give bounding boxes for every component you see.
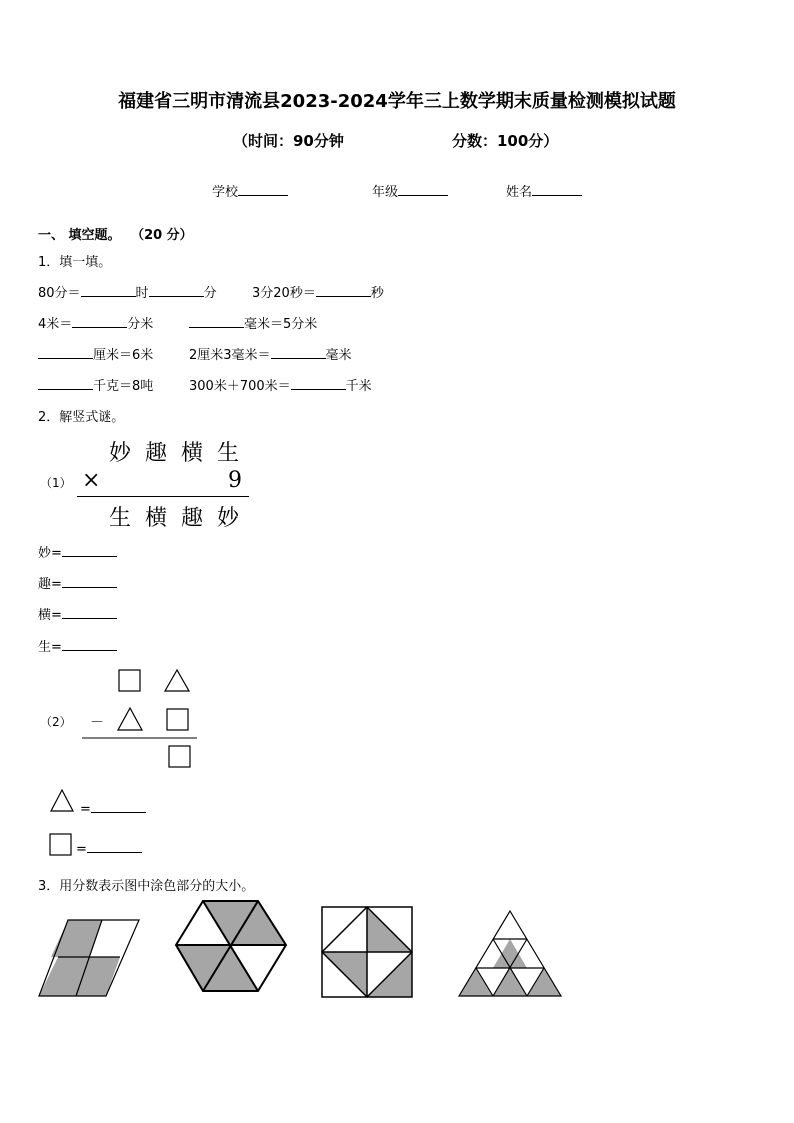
answer-blank[interactable] [62,575,117,588]
answer-qu-label: 趣= [38,577,62,592]
q1-line1-b1: 3分20秒＝ [252,286,316,301]
part2-tag: （2） [40,715,72,729]
answer-blank[interactable] [271,346,326,359]
shape-subtraction [0,660,260,790]
puzzle-bottom-1: 生 [109,506,132,531]
section-label: 一、 填空题。 [38,228,121,243]
exam-time: （时间：90分钟 [233,132,344,150]
square-answer [76,840,142,857]
triangle-figure [450,900,580,1010]
triangle-icon [165,670,189,691]
q1-line3-b2: 毫米 [325,348,352,363]
page-title: 福建省三明市清流县2023-2024学年三上数学期末质量检测模拟试题 [118,91,676,112]
triangle-answer [80,800,146,817]
q1-line3-a [38,344,153,363]
part1-tag: （1） [40,476,72,490]
grade-blank[interactable] [398,183,448,196]
answer-blank[interactable] [62,638,117,651]
q1-line3-b1: 2厘米3毫米＝ [189,348,271,363]
q1-line1-a1: 80分＝ [38,286,81,301]
q1-line4-a2: 千克＝8吨 [93,379,154,394]
q1-line2-a2: 分米 [127,317,154,332]
section-heading [38,224,193,243]
shaded-region [527,968,561,996]
q1-line1-b2: 秒 [370,286,384,301]
q1-line2-a1: 4米＝ [38,317,73,332]
puzzle-bottom-3: 趣 [181,506,204,531]
puzzle-top-1: 妙 [109,441,132,466]
grade-label: 年级 [372,185,399,200]
answer-blank[interactable] [189,315,244,328]
triangle-icon [51,790,73,811]
answer-blank[interactable] [81,284,136,297]
puzzle-top-3: 横 [181,441,204,466]
section-points: （20 分） [131,228,193,243]
shaded-region [493,968,527,996]
school-field[interactable] [212,181,288,200]
answer-heng [38,604,117,623]
q1-line4-b1: 300米＋700米＝ [189,379,291,394]
answer-blank[interactable] [91,800,146,813]
q1-line1-a [38,282,217,301]
name-blank[interactable] [532,183,582,196]
puzzle-bottom-4: 妙 [217,506,240,531]
square-icon [167,709,188,730]
q1-line3-b [189,344,352,363]
answer-blank[interactable] [62,606,117,619]
q1-line4-b [189,375,372,394]
answer-sheng [38,636,117,655]
multiply-sign: × [82,468,101,493]
q1-line2-b2: 毫米＝5分米 [244,317,318,332]
square-answer-label: = [76,842,87,857]
puzzle-top-2: 趣 [145,441,168,466]
q1-line4-b2: 千米 [345,379,372,394]
school-label: 学校 [212,185,239,200]
answer-qu [38,573,117,592]
q1-line2-a [38,313,153,332]
minus-sign: － [90,715,104,731]
q1-line1-a2: 时 [135,286,149,301]
answer-blank[interactable] [149,284,204,297]
q2-title: 2．解竖式谜。 [38,410,125,425]
answer-blank[interactable] [62,544,117,557]
answer-blank[interactable] [291,377,346,390]
square-icon [119,670,140,691]
answer-heng-label: 横= [38,608,62,623]
grade-field[interactable] [372,181,448,200]
q1-title: 1．填一填。 [38,255,112,270]
q1-line2-b [189,313,317,332]
answer-blank[interactable] [316,284,371,297]
puzzle-top-4: 生 [217,441,240,466]
hexagon-figure [160,895,300,1005]
name-field[interactable] [506,181,582,200]
parallelogram-figure [0,900,150,1010]
answer-blank[interactable] [38,377,93,390]
puzzle-rule [77,496,249,497]
puzzle-bottom-2: 横 [145,506,168,531]
name-label: 姓名 [506,185,533,200]
shaded-region [459,968,493,996]
answer-miao [38,542,117,561]
triangle-answer-label: = [80,802,91,817]
triangle-icon [118,708,142,730]
exam-score: 分数：100分） [452,132,559,150]
answer-sheng-label: 生= [38,640,62,655]
answer-blank[interactable] [87,840,142,853]
answer-miao-label: 妙= [38,546,62,561]
shaded-region [493,939,527,968]
q3-title: 3．用分数表示图中涂色部分的大小。 [38,879,255,894]
school-blank[interactable] [238,183,288,196]
answer-blank[interactable] [38,346,93,359]
q1-line3-a2: 厘米＝6米 [93,348,154,363]
square-icon [169,746,190,767]
square-figure [310,895,430,1005]
multiplier: 9 [228,468,242,493]
q1-line4-a [38,375,153,394]
answer-blank[interactable] [72,315,127,328]
square-icon [50,834,71,855]
q1-line1-a3: 分 [203,286,217,301]
q1-line1-b [252,282,384,301]
